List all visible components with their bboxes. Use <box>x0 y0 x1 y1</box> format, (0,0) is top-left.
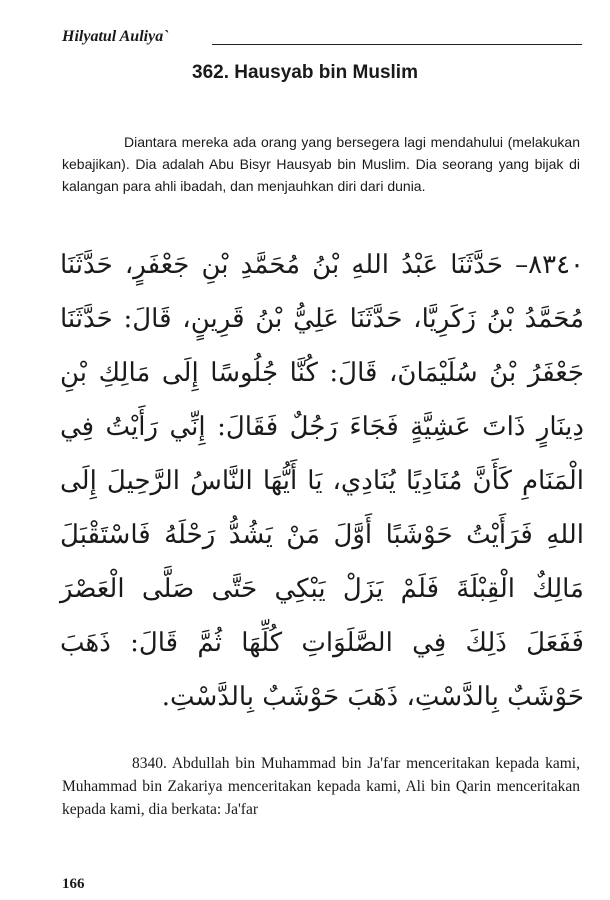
header-rule <box>212 44 582 45</box>
translation-paragraph: 8340. Abdullah bin Muhammad bin Ja'far menceritakan kepada kami, Muhammad bin Zakariya menceritakan kepada kami, Ali bin Qarin menceritakan kepada kami, dia berkata: Ja'far <box>62 755 580 818</box>
intro-paragraph: Diantara mereka ada orang yang bersegera lagi mendahului (melakukan kebajikan). Dia adalah Abu Bisyr Hausyab bin Muslim. Dia seorang yang bijak di kalangan para ahli ibadah, dan menjauhkan diri dari dunia. <box>62 134 580 194</box>
arabic-hadith-text: ٨٣٤٠– حَدَّثَنَا عَبْدُ اللهِ بْنُ مُحَمَّدِ بْنِ جَعْفَرٍ، حَدَّثَنَا مُحَمَّدُ بْنُ زَكَرِيَّا، حَدَّثَنَا عَلِيُّ بْنُ قَرِينٍ، قَالَ: حَدَّثَنَا جَعْفَرُ بْنُ سُلَيْمَانَ، قَالَ: كُنَّا جُلُوسًا إِلَى مَالِكِ بْنِ دِينَارٍ ذَاتَ عَشِيَّةٍ فَجَاءَ رَجُلٌ فَقَالَ: إِنِّي رَأَيْتُ فِي الْمَنَامِ كَأَنَّ مُنَادِيًا يُنَادِي، يَا أَيُّهَا النَّاسُ الرَّحِيلَ إِلَى اللهِ فَرَأَيْتُ حَوْشَبًا أَوَّلَ مَنْ يَشُدُّ رَحْلَهُ فَاسْتَقْبَلَ مَالِكٌ الْقِبْلَةَ فَلَمْ يَزَلْ يَبْكِي حَتَّى صَلَّى الْعَصْرَ فَفَعَلَ ذَلِكَ فِي الصَّلَوَاتِ كُلِّهَا ثُمَّ قَالَ: ذَهَبَ حَوْشَبٌ بِالدَّسْتِ، ذَهَبَ حَوْشَبٌ بِالدَّسْتِ. <box>60 250 584 712</box>
running-header <box>62 28 582 50</box>
page-number: 166 <box>62 876 85 892</box>
chapter-title: 362. Hausyab bin Muslim <box>192 62 418 83</box>
book-title: Hilyatul Auliya` <box>62 28 169 45</box>
